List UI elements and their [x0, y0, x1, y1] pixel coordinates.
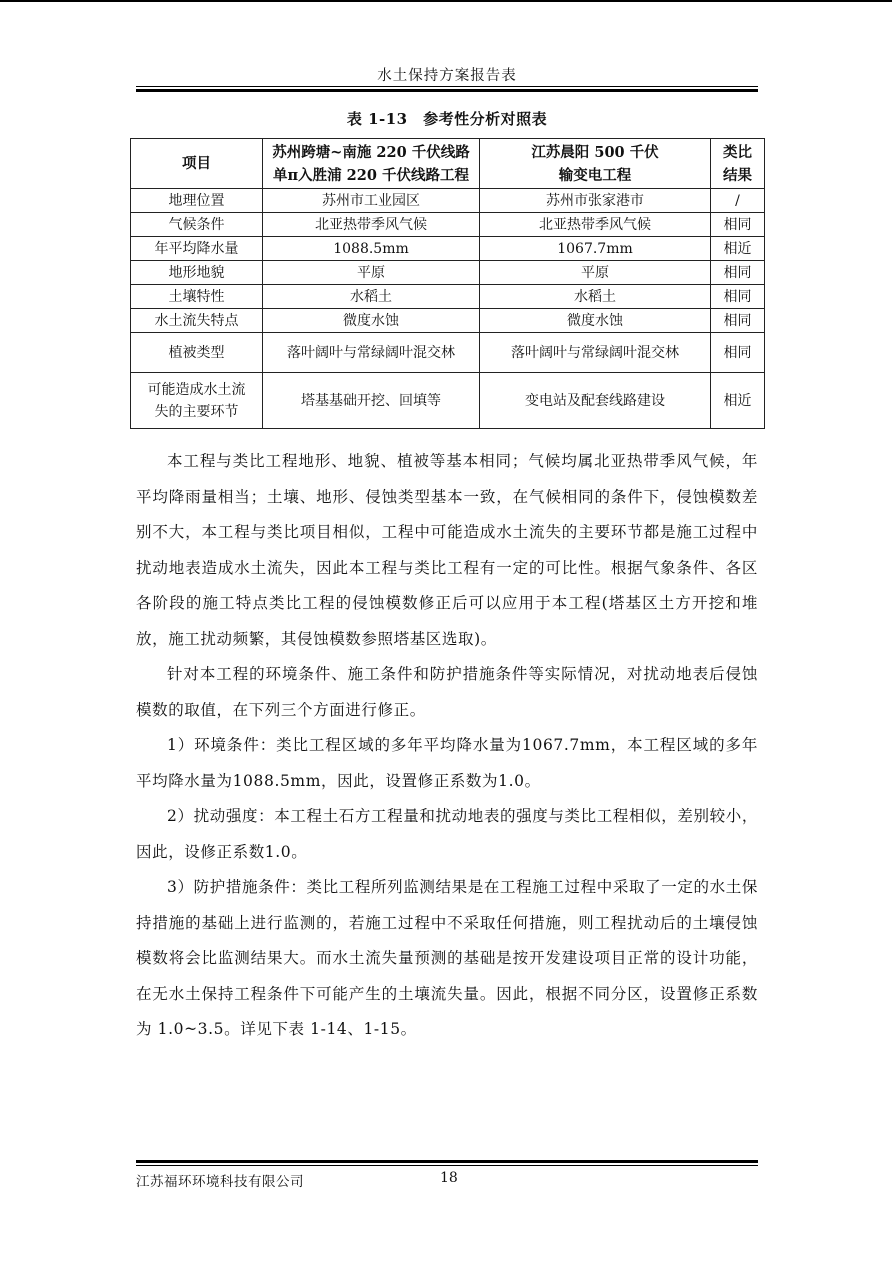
cell-project-a: 苏州市工业园区: [263, 189, 480, 213]
header-project-a-line1: 苏州跨塘~南施 220 千伏线路: [272, 143, 470, 161]
header-result-line2: 结果: [723, 166, 752, 184]
cell-result: 相同: [711, 261, 765, 285]
table-row: [131, 373, 765, 429]
cell-item: 土壤特性: [131, 285, 263, 309]
cell-project-b: 落叶阔叶与常绿阔叶混交林: [480, 333, 711, 373]
cell-project-b: 平原: [480, 261, 711, 285]
footer-company: 江苏福环环境科技有限公司: [136, 1174, 304, 1190]
cell-project-a: 北亚热带季风气候: [263, 213, 480, 237]
page-header-title: 水土保持方案报告表: [377, 68, 517, 84]
cell-project-a: 塔基基础开挖、回填等: [263, 373, 480, 429]
cell-project-b: 微度水蚀: [480, 309, 711, 333]
table-row: [131, 261, 765, 285]
cell-item: 地理位置: [131, 189, 263, 213]
cell-item: 气候条件: [131, 213, 263, 237]
cell-result: 相近: [711, 373, 765, 429]
header-project-b: [480, 139, 711, 189]
table-header-row: [131, 139, 765, 189]
cell-item: 年平均降水量: [131, 237, 263, 261]
header-project-a: [263, 139, 480, 189]
cell-result: 相同: [711, 333, 765, 373]
cell-project-a: 水稻土: [263, 285, 480, 309]
cell-item: [131, 373, 263, 429]
cell-project-b: 变电站及配套线路建设: [480, 373, 711, 429]
cell-result: 相同: [711, 285, 765, 309]
cell-item: 植被类型: [131, 333, 263, 373]
paragraph-analogy: 本工程与类比工程地形、地貌、植被等基本相同；气候均属北亚热带季风气候，年平均降雨量相当；土壤、地形、侵蚀类型基本一致，在气候相同的条件下，侵蚀模数差别不大，本工程与类比项目相似，工程中可能造成水土流失的主要环节都是施工过程中扰动地表造成水土流失，因此本工程与类比工程有一定的可比性。根据气象条件、各区各阶段的施工特点类比工程的侵蚀模数修正后可以应用于本工程(塔基区土方开挖和堆放，施工扰动频繁，其侵蚀模数参照塔基区选取)。: [136, 452, 758, 648]
footer-rule-thick: [136, 1160, 758, 1163]
cell-item-line1: 可能造成水土流: [147, 381, 246, 398]
table-caption: 表 1-13 参考性分析对照表: [346, 110, 548, 128]
table-row: [131, 213, 765, 237]
header-project-b-line2: 输变电工程: [558, 166, 632, 184]
cell-project-a: 落叶阔叶与常绿阔叶混交林: [263, 333, 480, 373]
paragraph-disturbance: 2）扰动强度：本工程土石方工程量和扰动地表的强度与类比工程相似，差别较小，因此，设修正系数1.0。: [136, 807, 758, 861]
header-result: [711, 139, 765, 189]
table-row: [131, 285, 765, 309]
cell-result: 相同: [711, 213, 765, 237]
top-border: [0, 0, 892, 2]
page-number: 18: [440, 1170, 458, 1186]
header-result-line1: 类比: [723, 143, 752, 161]
table-row: [131, 237, 765, 261]
header-item: 项目: [131, 139, 263, 189]
cell-item: 地形地貌: [131, 261, 263, 285]
comparison-table: [130, 138, 765, 429]
cell-project-a: 平原: [263, 261, 480, 285]
header-project-b-line1: 江苏晨阳 500 千伏: [531, 143, 659, 161]
header-rule-thick: [136, 89, 758, 92]
header-rule-thin: [136, 86, 758, 87]
paragraph-correction-intro: 针对本工程的环境条件、施工条件和防护措施条件等实际情况，对扰动地表后侵蚀模数的取值，在下列三个方面进行修正。: [136, 665, 758, 719]
cell-project-b: 水稻土: [480, 285, 711, 309]
cell-item-line2: 失的主要环节: [154, 403, 239, 420]
cell-project-a: 微度水蚀: [263, 309, 480, 333]
footer-rule-thin: [136, 1165, 758, 1166]
cell-item: 水土流失特点: [131, 309, 263, 333]
table-row: [131, 309, 765, 333]
paragraph-environment: 1）环境条件：类比工程区域的多年平均降水量为1067.7mm，本工程区域的多年平均降水量为1088.5mm，因此，设置修正系数为1.0。: [136, 736, 758, 790]
paragraph-protection: 3）防护措施条件：类比工程所列监测结果是在工程施工过程中采取了一定的水土保持措施的基础上进行监测的，若施工过程中不采取任何措施，则工程扰动后的土壤侵蚀模数将会比监测结果大。而水土流失量预测的基础是按开发建设项目正常的设计功能，在无水土保持工程条件下可能产生的土壤流失量。因此，根据不同分区，设置修正系数为 1.0~3.5。详见下表 1-14、1-15。: [136, 878, 758, 1038]
cell-project-b: 1067.7mm: [480, 237, 711, 261]
table-row: [131, 189, 765, 213]
cell-project-b: 北亚热带季风气候: [480, 213, 711, 237]
cell-result: /: [711, 189, 765, 213]
cell-project-a: 1088.5mm: [263, 237, 480, 261]
table-row: [131, 333, 765, 373]
cell-result: 相近: [711, 237, 765, 261]
cell-project-b: 苏州市张家港市: [480, 189, 711, 213]
cell-result: 相同: [711, 309, 765, 333]
body-text: [136, 444, 758, 1048]
header-project-a-line2: 单π入胜浦 220 千伏线路工程: [273, 166, 469, 184]
